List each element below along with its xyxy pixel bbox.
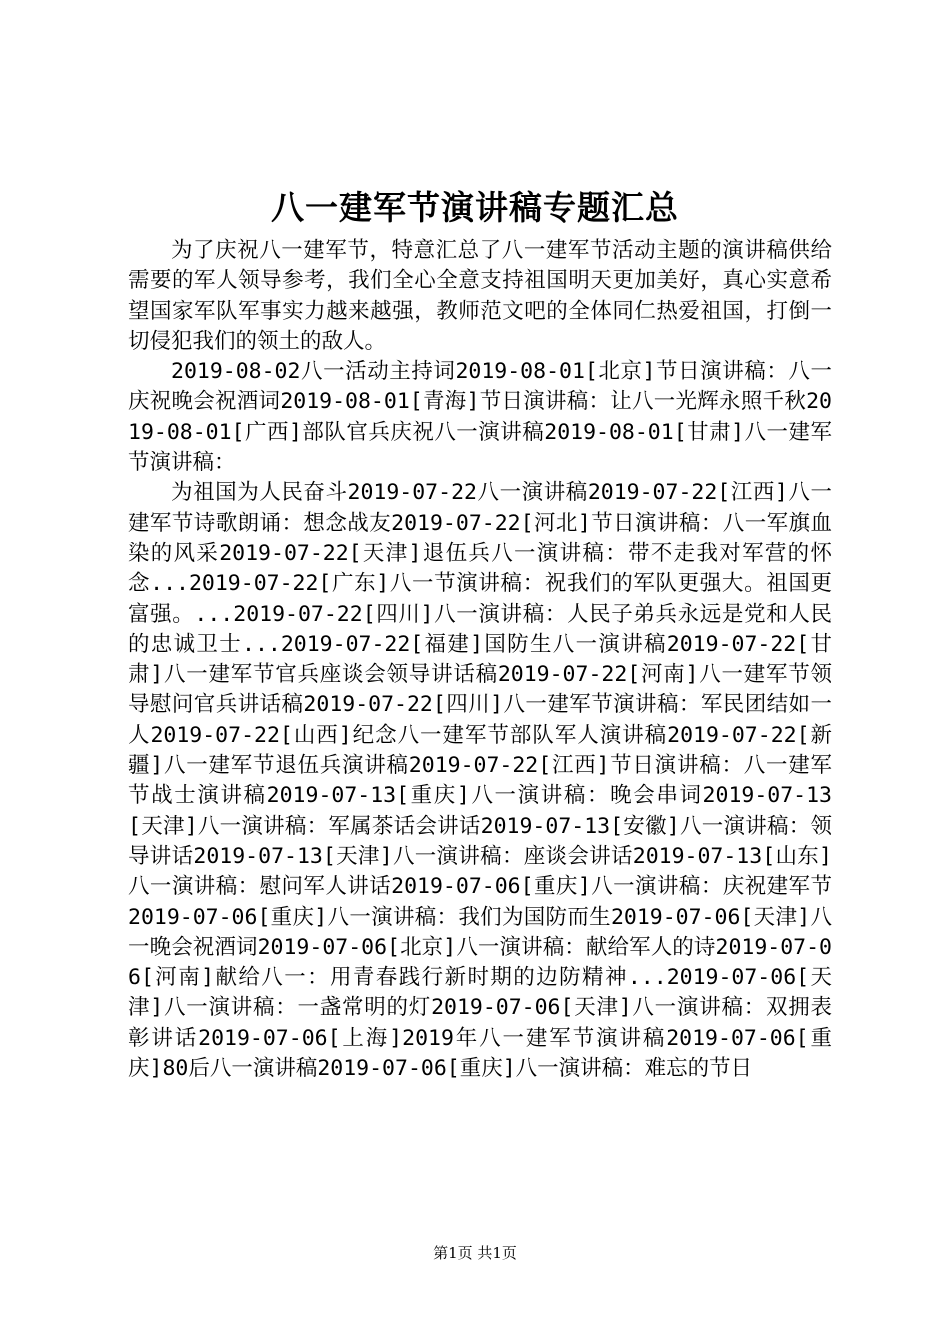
list-paragraph-august: 2019-08-02八一活动主持词2019-08-01[北京]节日演讲稿：八一庆祝晚会祝酒词2019-08-01[青海]节日演讲稿：让八一光辉永照千秋2019-08-01[广西]部队官兵庆祝八一演讲稿2019-08-01[甘肃]八一建军节演讲稿：: [128, 359, 832, 476]
page-title: 八一建军节演讲稿专题汇总: [271, 188, 679, 227]
page-footer: 第1页 共1页: [433, 1244, 517, 1262]
document-body: [128, 236, 832, 1084]
intro-paragraph: 为了庆祝八一建军节，特意汇总了八一建军节活动主题的演讲稿供给需要的军人领导参考，我们全心全意支持祖国明天更加美好，真心实意希望国家军队军事实力越来越强，教师范文吧的全体同仁热爱祖国，打倒一切侵犯我们的领土的敌人。: [128, 238, 832, 354]
list-paragraph-july: 为祖国为人民奋斗2019-07-22八一演讲稿2019-07-22[江西]八一建军节诗歌朗诵：想念战友2019-07-22[河北]节日演讲稿：八一军旗血染的风采2019-07-22[天津]退伍兵八一演讲稿：带不走我对军营的怀念...2019-07-22[广东]八一节演讲稿：祝我们的军队更强大。祖国更富强。...2019-07-22[四川]八一演讲稿：人民子弟兵永远是党和人民的忠诚卫士...2019-07-22[福建]国防生八一演讲稿2019-07-22[甘肃]八一建军节官兵座谈会领导讲话稿2019-07-22[河南]八一建军节领导慰问官兵讲话稿2019-07-22[四川]八一建军节演讲稿：军民团结如一人2019-07-22[山西]纪念八一建军节部队军人演讲稿2019-07-22[新疆]八一建军节退伍兵演讲稿2019-07-22[江西]节日演讲稿：八一建军节战士演讲稿2019-07-13[重庆]八一演讲稿：晚会串词2019-07-13[天津]八一演讲稿：军属茶话会讲话2019-07-13[安徽]八一演讲稿：领导讲话2019-07-13[天津]八一演讲稿：座谈会讲话2019-07-13[山东]八一演讲稿：慰问军人讲话2019-07-06[重庆]八一演讲稿：庆祝建军节2019-07-06[重庆]八一演讲稿：我们为国防而生2019-07-06[天津]八一晚会祝酒词2019-07-06[北京]八一演讲稿：献给军人的诗2019-07-06[河南]献给八一：用青春践行新时期的边防精神...2019-07-06[天津]八一演讲稿：一盏常明的灯2019-07-06[天津]八一演讲稿：双拥表彰讲话2019-07-06[上海]2019年八一建军节演讲稿2019-07-06[重庆]80后八一演讲稿2019-07-06[重庆]八一演讲稿：难忘的节日: [128, 480, 832, 1082]
